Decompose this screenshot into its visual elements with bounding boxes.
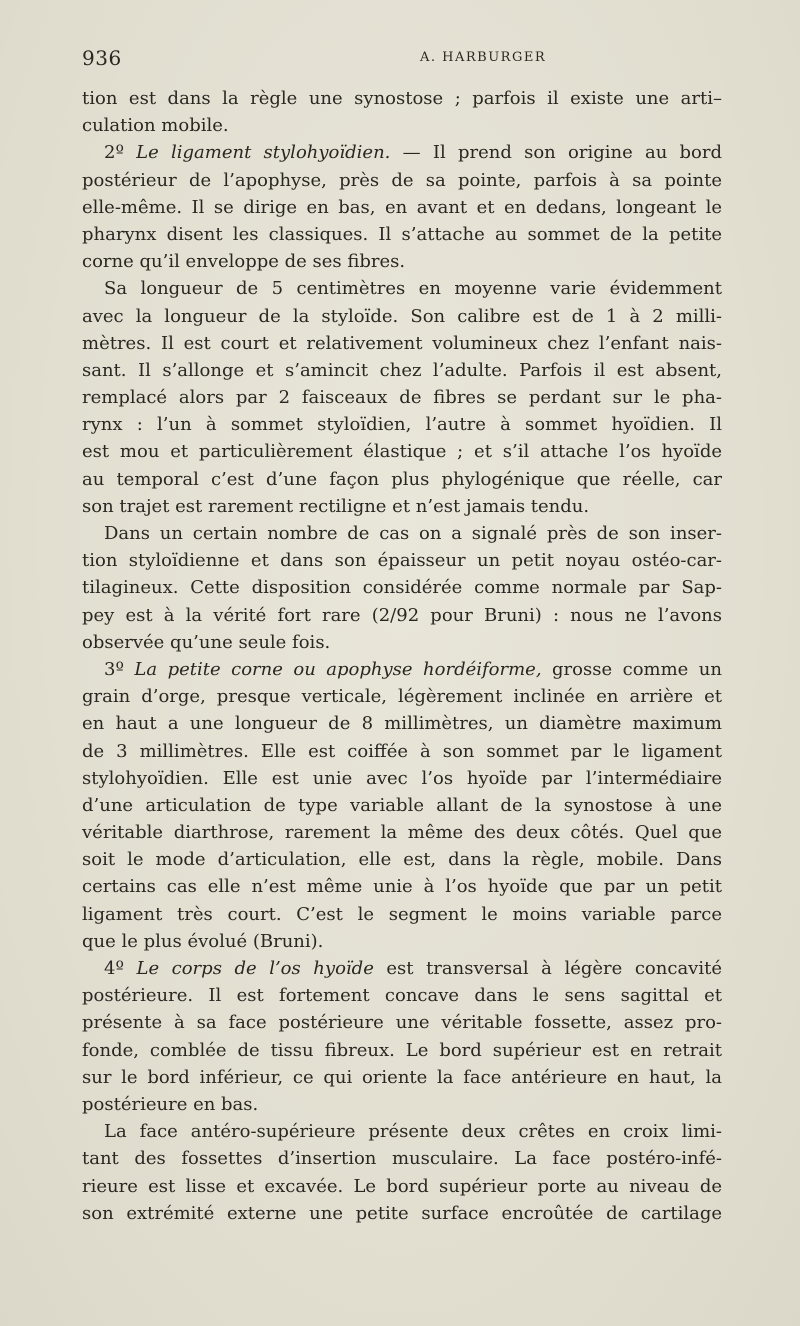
text-line: fonde, comblée de tissu fibreux. Le bord supérieur est en retrait	[82, 1039, 722, 1061]
italic-heading: Le corps de l’os hyoïde	[136, 958, 374, 979]
text-line: Sa longueur de 5 centimètres en moyenne varie évidemment	[104, 278, 722, 300]
text-line: La face antéro-supérieure présente deux crêtes en croix limi-	[104, 1121, 722, 1143]
text-line: 3º La petite corne ou apophyse hordéiforme, grosse comme un	[104, 658, 722, 680]
italic-heading: Le ligament stylohyoïdien.	[136, 142, 391, 164]
text-line: remplacé alors par 2 faisceaux de fibres se perdant sur le pha-	[82, 387, 722, 409]
text-line: d’une articulation de type variable allant de la synostose à une	[82, 794, 722, 816]
text-line: 2º Le ligament stylohyoïdien. — Il prend son origine au bord	[104, 142, 723, 164]
page-number: 936	[82, 46, 122, 70]
text-line: postérieure en bas.	[82, 1093, 259, 1115]
text-line: soit le mode d’articulation, elle est, dans la règle, mobile. Dans	[82, 849, 722, 871]
text-line: au temporal c’est d’une façon plus phylogénique que réelle, car	[82, 468, 722, 490]
text-line: corne qu’il enveloppe de ses fibres.	[82, 251, 406, 273]
running-head: A. HARBURGER	[420, 50, 547, 65]
text-line: Dans un certain nombre de cas on a signalé près de son inser-	[104, 523, 722, 544]
body-text	[82, 85, 722, 1227]
text-line: tion est dans la règle une synostose ; parfois il existe une arti–	[82, 88, 722, 109]
text-line: son extrémité externe une petite surface encroûtée de cartilage	[82, 1202, 722, 1224]
text-line: culation mobile.	[82, 115, 229, 137]
text-line: 4º Le corps de l’os hyoïde est transversal à légère concavité	[104, 958, 722, 979]
text-line: postérieur de l’apophyse, près de sa pointe, parfois à sa pointe	[82, 169, 722, 191]
text-line: observée qu’une seule fois.	[82, 631, 331, 653]
text-line: tilagineux. Cette disposition considérée comme normale par Sap-	[82, 577, 722, 599]
text-line: mètres. Il est court et relativement volumineux chez l’enfant nais-	[82, 332, 722, 354]
text-line: certains cas elle n’est même unie à l’os hyoïde que par un petit	[82, 876, 722, 898]
text-line: postérieure. Il est fortement concave dans le sens sagittal et	[82, 985, 722, 1007]
text-line: rynx : l’un à sommet styloïdien, l’autre à sommet hyoïdien. Il	[82, 414, 722, 436]
text-line: son trajet est rarement rectiligne et n’est jamais tendu.	[82, 495, 590, 517]
text-line: avec la longueur de la styloïde. Son calibre est de 1 à 2 milli-	[82, 305, 722, 327]
text-line: tant des fossettes d’insertion musculaire. La face postéro-infé-	[82, 1148, 722, 1170]
text-line: en haut a une longueur de 8 millimètres, un diamètre maximum	[82, 713, 722, 735]
text-line: pey est à la vérité fort rare (2/92 pour Bruni) : nous ne l’avons	[82, 604, 722, 626]
text-line: stylohyoïdien. Elle est unie avec l’os hyoïde par l’intermédiaire	[82, 767, 722, 789]
text-line: pharynx disent les classiques. Il s’attache au sommet de la petite	[82, 223, 722, 245]
text-line: rieure est lisse et excavée. Le bord supérieur porte au niveau de	[82, 1175, 722, 1197]
page-header	[82, 46, 722, 74]
text-line: sur le bord inférieur, ce qui oriente la face antérieure en haut, la	[82, 1066, 722, 1088]
text-line: elle-même. Il se dirige en bas, en avant et en dedans, longeant le	[82, 196, 722, 218]
text-line: présente à sa face postérieure une véritable fossette, assez pro-	[82, 1012, 722, 1034]
text-line: ligament très court. C’est le segment le moins variable parce	[82, 903, 722, 925]
text-line: grain d’orge, presque verticale, légèrement inclinée en arrière et	[82, 686, 722, 708]
italic-heading: La petite corne ou apophyse hordéiforme,	[134, 658, 542, 680]
text-line: véritable diarthrose, rarement la même des deux côtés. Quel que	[82, 822, 722, 844]
text-line: que le plus évolué (Bruni).	[82, 930, 324, 952]
text-line: tion styloïdienne et dans son épaisseur un petit noyau ostéo-car-	[82, 550, 722, 572]
text-line: de 3 millimètres. Elle est coiffée à son sommet par le ligament	[82, 740, 722, 762]
text-line: est mou et particulièrement élastique ; et s’il attache l’os hyoïde	[82, 441, 722, 463]
text-line: sant. Il s’allonge et s’amincit chez l’adulte. Parfois il est absent,	[82, 359, 722, 381]
